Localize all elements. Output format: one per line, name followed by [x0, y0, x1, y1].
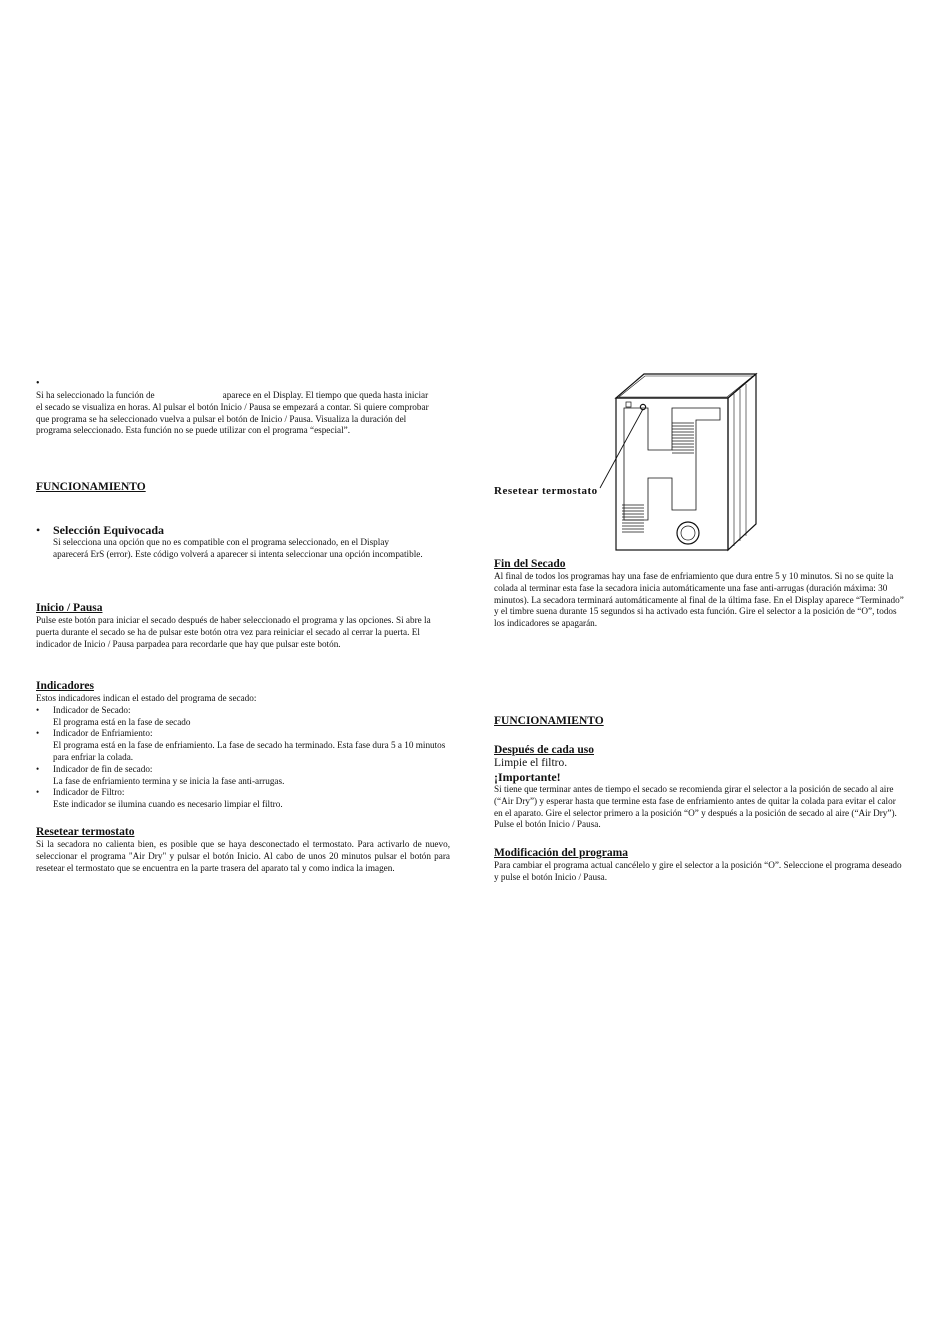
seleccion-bullet: • — [36, 523, 41, 537]
despues-section — [494, 743, 906, 831]
intro-paragraph — [36, 390, 431, 437]
fin-title: Fin del Secado — [494, 558, 566, 570]
despues-title: Después de cada uso — [494, 744, 595, 756]
resetear-section — [36, 825, 450, 874]
list-item: • Indicador de Enfriamiento: El programa está en la fase de enfriamiento. La fase de secado ha terminado. Esta fase dura 5 a 10 minutos para enfriar la colada. — [36, 728, 446, 762]
intro-section — [36, 378, 431, 437]
indicadores-intro: Estos indicadores indican el estado del programa de secado: — [36, 693, 257, 703]
dryer-rear-diagram — [488, 360, 768, 560]
seleccion-section — [36, 523, 426, 561]
funcionamiento-heading-right: FUNCIONAMIENTO — [494, 715, 604, 727]
list-item: • Indicador de fin de secado: La fase de enfriamiento termina y se inicia la fase anti-arrugas. — [36, 763, 285, 786]
modificacion-text: Para cambiar el programa actual cancélelo y gire el selector a la posición “O”. Seleccione el programa deseado y pulse el botón Inicio / Pausa. — [494, 860, 902, 882]
intro-text-a: Si ha seleccionado la función de — [36, 390, 155, 400]
inicio-title: Inicio / Pausa — [36, 602, 103, 614]
despues-line: Limpie el filtro. — [494, 757, 568, 769]
resetear-text: Si la secadora no calienta bien, es posible que se haya desconectado el termostato. Para activarlo de nuevo, seleccionar el programa "Air Dry" y pulsar el botón Inicio. Al cabo de unos 20 minutos pulsar el botón para resetear el termostato que se encuentra en la parte trasera del aparato tal y como indica la imagen. — [36, 839, 450, 873]
funcionamiento-heading-left: FUNCIONAMIENTO — [36, 481, 146, 493]
intro-text-b: aparece en el Display. El tiempo que queda hasta — [222, 390, 403, 400]
indicadores-title: Indicadores — [36, 680, 94, 692]
resetear-title: Resetear termostato — [36, 826, 135, 838]
diagram-label: Resetear termostato — [494, 485, 598, 497]
importante-heading: ¡Importante! — [494, 770, 561, 784]
inicio-text: Pulse este botón para iniciar el secado después de haber seleccionado el programa y las opciones. Si abre la puerta durante el secado se ha de pulsar este botón otra vez para reiniciar el secado al cerrar la puerta. El indicador de Inicio / Pausa parpadea para recordarle que hay que pulsar este botón. — [36, 615, 431, 649]
reset-button-icon — [640, 404, 645, 409]
intro-bullet: • — [36, 378, 40, 389]
indicadores-section — [36, 679, 448, 811]
fin-section — [494, 557, 906, 630]
seleccion-text: Si selecciona una opción que no es compatible con el programa seleccionado, en el Display aparecerá ErS (error). Este código volverá a aparecer si intenta seleccionar una opción incompatible. — [53, 537, 423, 559]
dryer-rear-illustration — [488, 360, 768, 560]
despues-text: Si tiene que terminar antes de tiempo el secado se recomienda girar el selector a la posición de secado al aire (“Air Dry”) y esperar hasta que termine esta fase de enfriamiento antes de quitar la colada para evitar el calor en el aparato. Gire el selector primero a la posición “O” y después a la posición de secado al aire (“Air Dry”). Pulse el botón Inicio / Pausa. — [494, 784, 897, 830]
modificacion-title: Modificación del programa — [494, 847, 628, 859]
fin-text: Al final de todos los programas hay una fase de enfriamiento que dura entre 5 y 10 minutos. Si no se quite la colada al terminar esta fase la secadora inicia automáticamente una fase anti-arrugas (duración máxima: 30 minutos). La secadora terminará automáticamente al final de la última fase. En el Display aparece “Terminado” y el timbre suena durante 15 segundos si ha activado esta función. Gire el selector a la posición de “O”, todos los indicadores se apagarán. — [494, 571, 904, 629]
list-item: • Indicador de Filtro: Este indicador se ilumina cuando es necesario limpiar el filtro. — [36, 787, 283, 810]
list-item: • Indicador de Secado: El programa está en la fase de secado — [36, 704, 191, 727]
intro-text-rest: iniciar el secado se visualiza en horas. Al pulsar el botón Inicio / Pausa se empezará a contar. Si quiere comprobar que programa se ha seleccionado vuelva a pulsar el botón de Inicio / Pausa. Visualiza la duración del programa seleccionado. Esta función no se puede utilizar con el programa “especial”. — [36, 390, 429, 436]
seleccion-title: Selección Equivocada — [53, 523, 165, 537]
modificacion-section — [494, 846, 906, 884]
inicio-section — [36, 601, 444, 650]
